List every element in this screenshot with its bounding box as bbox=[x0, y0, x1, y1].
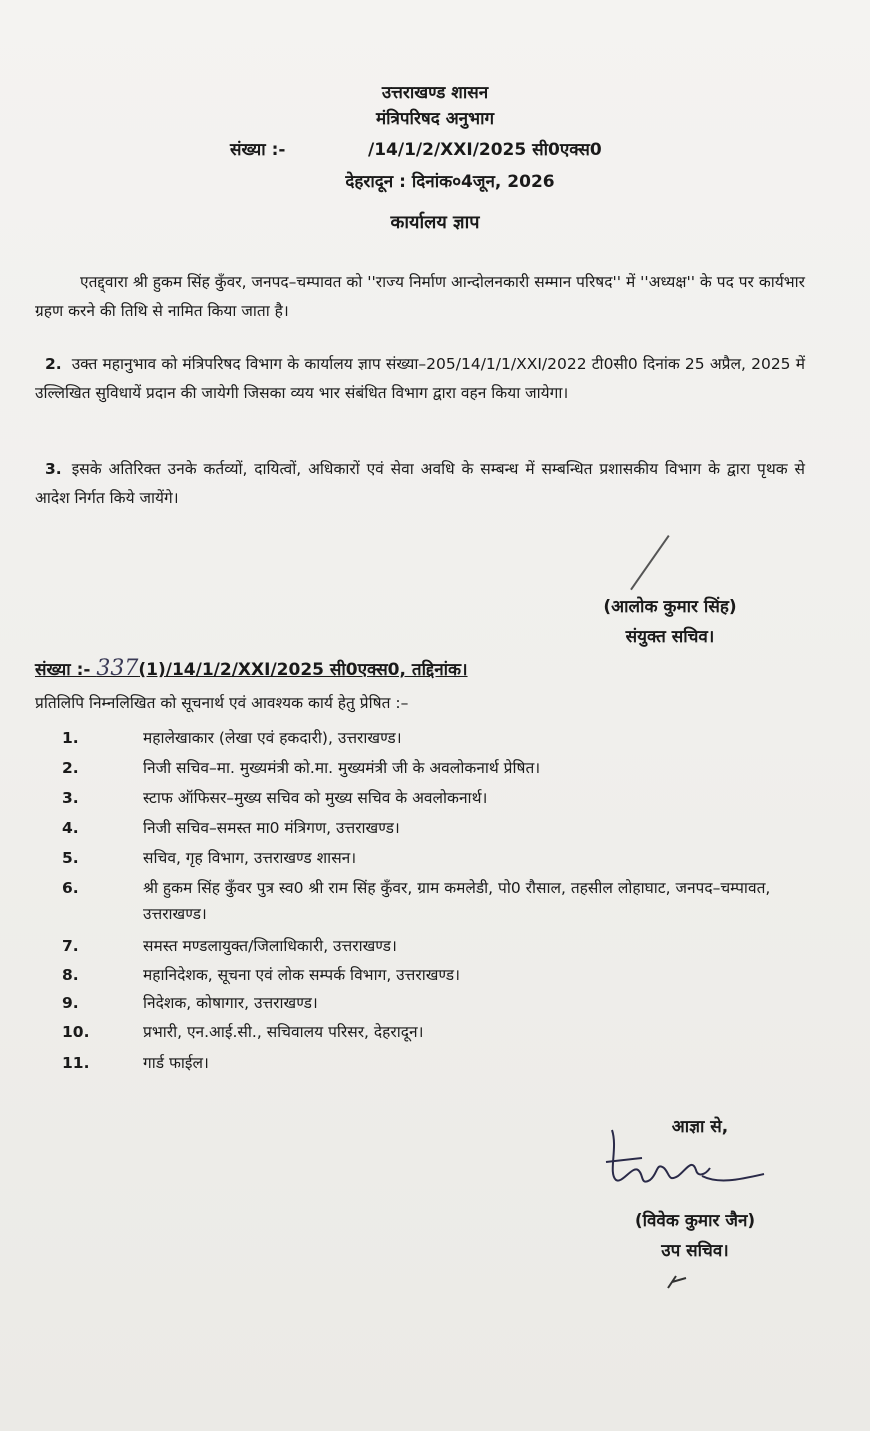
department-name: मंत्रिपरिषद अनुभाग bbox=[375, 109, 495, 129]
list-item-number: 7. bbox=[62, 937, 79, 955]
order-text: आज्ञा से, bbox=[671, 1117, 729, 1137]
forwarding-text: प्रतिलिपि निम्नलिखित को सूचनार्थ एवं आवश्यक कार्य हेतु प्रेषित :– bbox=[35, 694, 409, 712]
paragraph-3 bbox=[35, 455, 805, 513]
ref-label: संख्या :- bbox=[230, 140, 286, 160]
list-item-number: 11. bbox=[62, 1054, 90, 1072]
list-item-number: 2. bbox=[62, 759, 79, 777]
list-item-text: निजी सचिव–समस्त मा0 मंत्रिगण, उत्तराखण्ड। bbox=[143, 819, 400, 837]
initial-mark bbox=[664, 1268, 694, 1292]
paragraph-2-number: 2. bbox=[45, 355, 62, 373]
list-item-number: 3. bbox=[62, 789, 79, 807]
list-item-number: 5. bbox=[62, 849, 79, 867]
signatory-2-designation: उप सचिव। bbox=[661, 1241, 729, 1261]
list-item-text: निदेशक, कोषागार, उत्तराखण्ड। bbox=[143, 994, 318, 1012]
government-name: उत्तराखण्ड शासन bbox=[381, 83, 489, 103]
paragraph-2 bbox=[35, 350, 805, 408]
list-item-number: 1. bbox=[62, 729, 79, 747]
copy-ref-label: संख्या :- bbox=[35, 660, 91, 680]
copy-ref-number: (1)/14/1/2/XXI/2025 सी0एक्स0, तद्दिनांक। bbox=[138, 660, 468, 680]
doc-title: कार्यालय ज्ञाप bbox=[390, 212, 480, 233]
ref-number: /14/1/2/XXI/2025 सी0एक्स0 bbox=[368, 140, 602, 160]
list-item-text: महालेखाकार (लेखा एवं हकदारी), उत्तराखण्ड। bbox=[143, 729, 402, 747]
list-item-number: 10. bbox=[62, 1023, 90, 1041]
paragraph-1-text: एतद्द्वारा श्री हुकम सिंह कुँवर, जनपद–चम्पावत को ''राज्य निर्माण आन्दोलनकारी सम्मान परिषद'' में ''अध्यक्ष'' के पद पर कार्यभार ग्रहण करने की तिथि से नामित किया जाता है। bbox=[35, 273, 805, 320]
signatory-1-name: (आलोक कुमार सिंह) bbox=[603, 597, 737, 617]
list-item-text: स्टाफ ऑफिसर–मुख्य सचिव को मुख्य सचिव के अवलोकनार्थ। bbox=[143, 789, 488, 807]
paragraph-2-text: उक्त महानुभाव को मंत्रिपरिषद विभाग के कार्यालय ज्ञाप संख्या–205/14/1/1/XXI/2022 टी0सी0 दिनांक 25 अप्रैल, 2025 में उल्लिखित सुविधायें प्रदान की जायेगी जिसका व्यय भार संबंधित विभाग द्वारा वहन किया जायेगा। bbox=[35, 355, 805, 402]
list-item-text: श्री हुकम सिंह कुँवर पुत्र स्व0 श्री राम सिंह कुँवर, ग्राम कमलेडी, पो0 रौसाल, तहसील लोहाघाट, जनपद–चम्पावत, उत्तराखण्ड। bbox=[143, 879, 771, 923]
signatory-1-block bbox=[560, 592, 780, 652]
copy-ref-handwritten-number: 337 bbox=[96, 656, 139, 681]
paragraph-1 bbox=[35, 268, 805, 326]
list-item-text: प्रभारी, एन.आई.सी., सचिवालय परिसर, देहरादून। bbox=[143, 1023, 424, 1041]
list-item-text: निजी सचिव–मा. मुख्यमंत्री को.मा. मुख्यमंत्री जी के अवलोकनार्थ प्रेषित। bbox=[143, 759, 541, 777]
list-item-number: 8. bbox=[62, 966, 79, 984]
handwritten-signature bbox=[598, 1118, 768, 1198]
place-date: देहरादून : दिनांक०4जून, 2026 bbox=[345, 172, 555, 192]
paragraph-3-number: 3. bbox=[45, 460, 62, 478]
signatory-2-name: (विवेक कुमार जैन) bbox=[634, 1211, 756, 1231]
signatory-2-block bbox=[590, 1206, 800, 1266]
list-item-text: महानिदेशक, सूचना एवं लोक सम्पर्क विभाग, उत्तराखण्ड। bbox=[143, 966, 460, 984]
paragraph-3-text: इसके अतिरिक्त उनके कर्तव्यों, दायित्वों, अधिकारों एवं सेवा अवधि के सम्बन्ध में सम्बन्धित प्रशासकीय विभाग के द्वारा पृथक से आदेश निर्गत किये जायेंगे। bbox=[35, 460, 805, 507]
list-item-text: सचिव, गृह विभाग, उत्तराखण्ड शासन। bbox=[143, 849, 357, 867]
list-item-text: गार्ड फाईल। bbox=[143, 1054, 209, 1072]
signature-stroke bbox=[630, 535, 669, 590]
list-item-number: 6. bbox=[62, 879, 79, 897]
list-item-number: 9. bbox=[62, 994, 79, 1012]
signatory-1-designation: संयुक्त सचिव। bbox=[625, 627, 715, 647]
copy-reference bbox=[35, 656, 468, 681]
list-item-number: 4. bbox=[62, 819, 79, 837]
list-item-text: समस्त मण्डलायुक्त/जिलाधिकारी, उत्तराखण्ड। bbox=[143, 937, 397, 955]
